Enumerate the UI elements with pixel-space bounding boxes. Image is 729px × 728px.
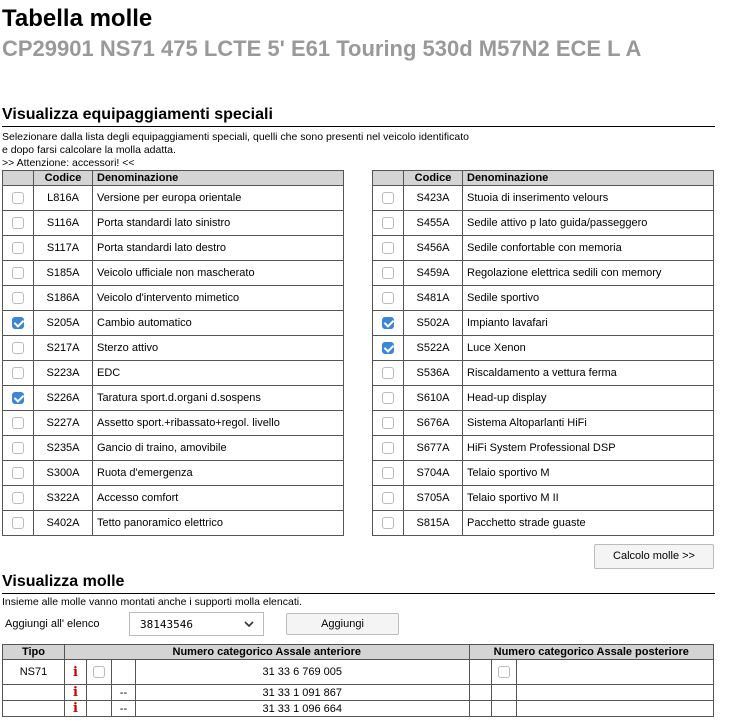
equipment-code: S300A: [34, 461, 93, 486]
equipment-code: S186A: [34, 286, 93, 311]
equipment-row: [373, 436, 714, 461]
equipment-checkbox[interactable]: [382, 267, 394, 279]
spring-checkbox[interactable]: [498, 666, 510, 678]
equipment-table-right: [372, 170, 714, 536]
equipment-code: S116A: [34, 211, 93, 236]
equipment-name: Assetto sport.+ribassato+regol. livello: [93, 411, 344, 436]
equipment-table-left: [2, 170, 344, 536]
rear-info-cell: [469, 660, 491, 685]
equipment-row: [3, 286, 344, 311]
spring-qty: --: [112, 701, 136, 717]
add-button[interactable]: Aggiungi: [286, 613, 399, 635]
spring-info-cell: [65, 660, 87, 685]
equipment-checkbox-cell: [373, 461, 404, 486]
equipment-row: [3, 261, 344, 286]
equipment-name: Versione per europa orientale: [93, 186, 344, 211]
select-column-header: [373, 171, 404, 186]
equipment-row: [373, 461, 714, 486]
rear-select-cell: [491, 660, 516, 685]
equipment-name: Gancio di traino, amovibile: [93, 436, 344, 461]
equipment-row: [3, 211, 344, 236]
equipment-checkbox-cell: [3, 186, 34, 211]
code-column-header: Codice: [404, 171, 463, 186]
rear-axle-number: [516, 660, 714, 685]
heading-divider: [2, 126, 715, 127]
equipment-checkbox-cell: [373, 311, 404, 336]
equipment-name: Stuoia di inserimento velours: [463, 186, 714, 211]
equipment-checkbox[interactable]: [382, 392, 394, 404]
equipment-row: [373, 286, 714, 311]
add-to-list-label: Aggiungi all' elenco: [5, 618, 100, 630]
code-column-header: Codice: [34, 171, 93, 186]
equipment-checkbox[interactable]: [382, 292, 394, 304]
equipment-row: [373, 486, 714, 511]
equipment-checkbox-cell: [373, 286, 404, 311]
equipment-checkbox[interactable]: [382, 242, 394, 254]
spring-qty: --: [112, 685, 136, 701]
equipment-checkbox[interactable]: [12, 267, 24, 279]
equipment-checkbox-cell: [3, 236, 34, 261]
equipment-row: [3, 511, 344, 536]
equipment-name: Riscaldamento a vettura ferma: [463, 361, 714, 386]
equipment-code: S235A: [34, 436, 93, 461]
equipment-checkbox[interactable]: [382, 492, 394, 504]
equipment-checkbox-cell: [373, 411, 404, 436]
equipment-code: S423A: [404, 186, 463, 211]
equipment-checkbox-cell: [373, 386, 404, 411]
equipment-checkbox[interactable]: [382, 192, 394, 204]
equipment-code: S217A: [34, 336, 93, 361]
rear-axle-number: [516, 701, 714, 717]
equipment-name: Pacchetto strade guaste: [463, 511, 714, 536]
equipment-code: S522A: [404, 336, 463, 361]
type-column-header: Tipo: [3, 645, 65, 660]
equipment-checkbox-cell: [3, 286, 34, 311]
equipment-code: S226A: [34, 386, 93, 411]
equipment-code: S536A: [404, 361, 463, 386]
equipment-code: S205A: [34, 311, 93, 336]
equipment-checkbox-cell: [373, 361, 404, 386]
equipment-code: S459A: [404, 261, 463, 286]
equipment-name: Porta standardi lato destro: [93, 236, 344, 261]
spring-info-cell: [65, 701, 87, 717]
equipment-checkbox[interactable]: [12, 217, 24, 229]
equipment-checkbox[interactable]: [382, 217, 394, 229]
equipment-checkbox-cell: [3, 261, 34, 286]
equipment-name: Impianto lavafari: [463, 311, 714, 336]
equipment-checkbox-cell: [3, 511, 34, 536]
rear-info-cell: [469, 685, 491, 701]
rear-select-cell: [491, 685, 516, 701]
springs-table: [2, 644, 714, 717]
spring-row: [3, 685, 714, 701]
equipment-checkbox-cell: [373, 336, 404, 361]
equipment-checkbox-cell: [3, 311, 34, 336]
heading-divider: [2, 593, 715, 594]
equipment-checkbox-cell: [373, 486, 404, 511]
spring-row: [3, 701, 714, 717]
rear-axle-number: [516, 685, 714, 701]
equipment-row: [3, 386, 344, 411]
equipment-checkbox[interactable]: [382, 417, 394, 429]
equipment-row: [373, 361, 714, 386]
equipment-checkbox-cell: [373, 186, 404, 211]
chevron-down-icon: [244, 621, 254, 628]
springs-note: Insieme alle molle vanno montati anche i supporti molla elencati.: [2, 596, 302, 608]
equipment-code: S610A: [404, 386, 463, 411]
equipment-name: Veicolo ufficiale non mascherato: [93, 261, 344, 286]
equipment-row: [373, 186, 714, 211]
equipment-checkbox-cell: [373, 211, 404, 236]
rear-axle-column-header: Numero categorico Assale posteriore: [469, 645, 714, 660]
equipment-checkbox[interactable]: [12, 392, 24, 404]
equipment-row: [3, 461, 344, 486]
equipment-name: Sedile sportivo: [463, 286, 714, 311]
equipment-checkbox[interactable]: [12, 517, 24, 529]
info-icon[interactable]: i: [73, 664, 78, 680]
equipment-name: Luce Xenon: [463, 336, 714, 361]
front-axle-number: 31 33 1 091 867: [136, 685, 470, 701]
equipment-name: HiFi System Professional DSP: [463, 436, 714, 461]
equipment-code: S227A: [34, 411, 93, 436]
info-icon[interactable]: i: [73, 685, 78, 700]
equipment-name: Telaio sportivo M II: [463, 486, 714, 511]
spring-info-cell: [65, 685, 87, 701]
equipment-code: S815A: [404, 511, 463, 536]
equipment-code: S117A: [34, 236, 93, 261]
equipment-row: [3, 436, 344, 461]
select-column-header: [3, 171, 34, 186]
equipment-checkbox[interactable]: [382, 342, 394, 354]
equipment-row: [373, 386, 714, 411]
equipment-name: Accesso comfort: [93, 486, 344, 511]
equipment-checkbox[interactable]: [12, 192, 24, 204]
equipment-row: [373, 511, 714, 536]
equipment-name: Sistema Altoparlanti HiFi: [463, 411, 714, 436]
equipment-name: Tetto panoramico elettrico: [93, 511, 344, 536]
spring-type: [3, 685, 65, 701]
equipment-row: [373, 411, 714, 436]
page-title: Tabella molle: [2, 5, 153, 32]
equipment-checkbox[interactable]: [12, 242, 24, 254]
spring-type: NS71: [3, 660, 65, 685]
equipment-checkbox[interactable]: [12, 317, 24, 329]
spring-checkbox[interactable]: [93, 666, 105, 678]
vehicle-subtitle: CP29901 NS71 475 LCTE 5' E61 Touring 530d M57N2 ECE L A: [2, 36, 642, 61]
calculate-springs-button[interactable]: Calcolo molle >>: [594, 544, 714, 569]
equipment-row: [3, 336, 344, 361]
equipment-checkbox[interactable]: [12, 467, 24, 479]
equipment-row: [3, 236, 344, 261]
equipment-name: Cambio automatico: [93, 311, 344, 336]
equipment-row: [373, 261, 714, 286]
equipment-checkbox-cell: [373, 511, 404, 536]
front-axle-number: 31 33 1 096 664: [136, 701, 470, 717]
equipment-checkbox-cell: [373, 236, 404, 261]
equipment-code: S705A: [404, 486, 463, 511]
equipment-row: [373, 336, 714, 361]
spring-select-cell: [87, 660, 112, 685]
equipment-code: S676A: [404, 411, 463, 436]
spring-select-cell: [87, 685, 112, 701]
equipment-checkbox[interactable]: [382, 317, 394, 329]
equipment-checkbox[interactable]: [12, 292, 24, 304]
equipment-checkbox[interactable]: [12, 492, 24, 504]
equipment-name: Sedile confortable con memoria: [463, 236, 714, 261]
selected-spring-number: 38143546: [140, 618, 193, 631]
front-axle-column-header: Numero categorico Assale anteriore: [65, 645, 470, 660]
equipment-checkbox-cell: [3, 211, 34, 236]
equipment-row: [373, 311, 714, 336]
equipment-code: S704A: [404, 461, 463, 486]
equipment-row: [3, 411, 344, 436]
equipment-row: [3, 361, 344, 386]
equipment-code: S502A: [404, 311, 463, 336]
equipment-name: Head-up display: [463, 386, 714, 411]
equipment-code: S455A: [404, 211, 463, 236]
equipment-code: S185A: [34, 261, 93, 286]
equipment-code: S677A: [404, 436, 463, 461]
equipment-name: EDC: [93, 361, 344, 386]
equipment-checkbox[interactable]: [382, 467, 394, 479]
equipment-code: S223A: [34, 361, 93, 386]
equipment-checkbox[interactable]: [12, 417, 24, 429]
equipment-row: [373, 211, 714, 236]
equipment-name: Sedile attivo p lato guida/passeggero: [463, 211, 714, 236]
name-column-header: Denominazione: [463, 171, 714, 186]
equipment-code: L816A: [34, 186, 93, 211]
equipment-checkbox-cell: [373, 261, 404, 286]
equipment-code: S402A: [34, 511, 93, 536]
equipment-name: Veicolo d'intervento mimetico: [93, 286, 344, 311]
springs-heading: Visualizza molle: [2, 573, 125, 590]
equipment-name: Taratura sport.d.organi d.sospens: [93, 386, 344, 411]
equipment-checkbox[interactable]: [382, 517, 394, 529]
equipment-row: [3, 186, 344, 211]
equipment-checkbox-cell: [3, 486, 34, 511]
equipment-name: Porta standardi lato sinistro: [93, 211, 344, 236]
rear-info-cell: [469, 701, 491, 717]
equipment-checkbox-cell: [3, 461, 34, 486]
equipment-row: [3, 311, 344, 336]
front-axle-number: 31 33 6 769 005: [136, 660, 470, 685]
equipment-checkbox-cell: [3, 436, 34, 461]
spring-type: [3, 701, 65, 717]
equipment-checkbox-cell: [3, 361, 34, 386]
equipment-code: S481A: [404, 286, 463, 311]
info-icon[interactable]: i: [73, 701, 78, 716]
equipment-name: Regolazione elettrica sedili con memory: [463, 261, 714, 286]
spring-qty: [112, 660, 136, 685]
equipment-checkbox[interactable]: [382, 367, 394, 379]
equipment-code: S456A: [404, 236, 463, 261]
equipment-name: Ruota d'emergenza: [93, 461, 344, 486]
equipment-code: S322A: [34, 486, 93, 511]
equipment-row: [373, 236, 714, 261]
equipment-name: Sterzo attivo: [93, 336, 344, 361]
equipment-checkbox-cell: [373, 436, 404, 461]
accessories-warning: >> Attenzione: accessori! <<: [2, 157, 135, 169]
name-column-header: Denominazione: [93, 171, 344, 186]
spring-number-select[interactable]: [129, 612, 264, 636]
equipment-checkbox-cell: [3, 411, 34, 436]
rear-select-cell: [491, 701, 516, 717]
equipment-heading: Visualizza equipaggiamenti speciali: [2, 106, 273, 123]
equipment-name: Telaio sportivo M: [463, 461, 714, 486]
instruction-line-2: e dopo farsi calcolare la molla adatta.: [2, 144, 176, 156]
equipment-checkbox[interactable]: [12, 342, 24, 354]
equipment-checkbox-cell: [3, 386, 34, 411]
equipment-checkbox-cell: [3, 336, 34, 361]
spring-select-cell: [87, 701, 112, 717]
equipment-row: [3, 486, 344, 511]
spring-row: [3, 660, 714, 685]
instruction-line-1: Selezionare dalla lista degli equipaggiamenti speciali, quelli che sono presenti nel veicolo identificato: [2, 131, 469, 143]
equipment-checkbox[interactable]: [382, 442, 394, 454]
equipment-checkbox[interactable]: [12, 367, 24, 379]
equipment-checkbox[interactable]: [12, 442, 24, 454]
